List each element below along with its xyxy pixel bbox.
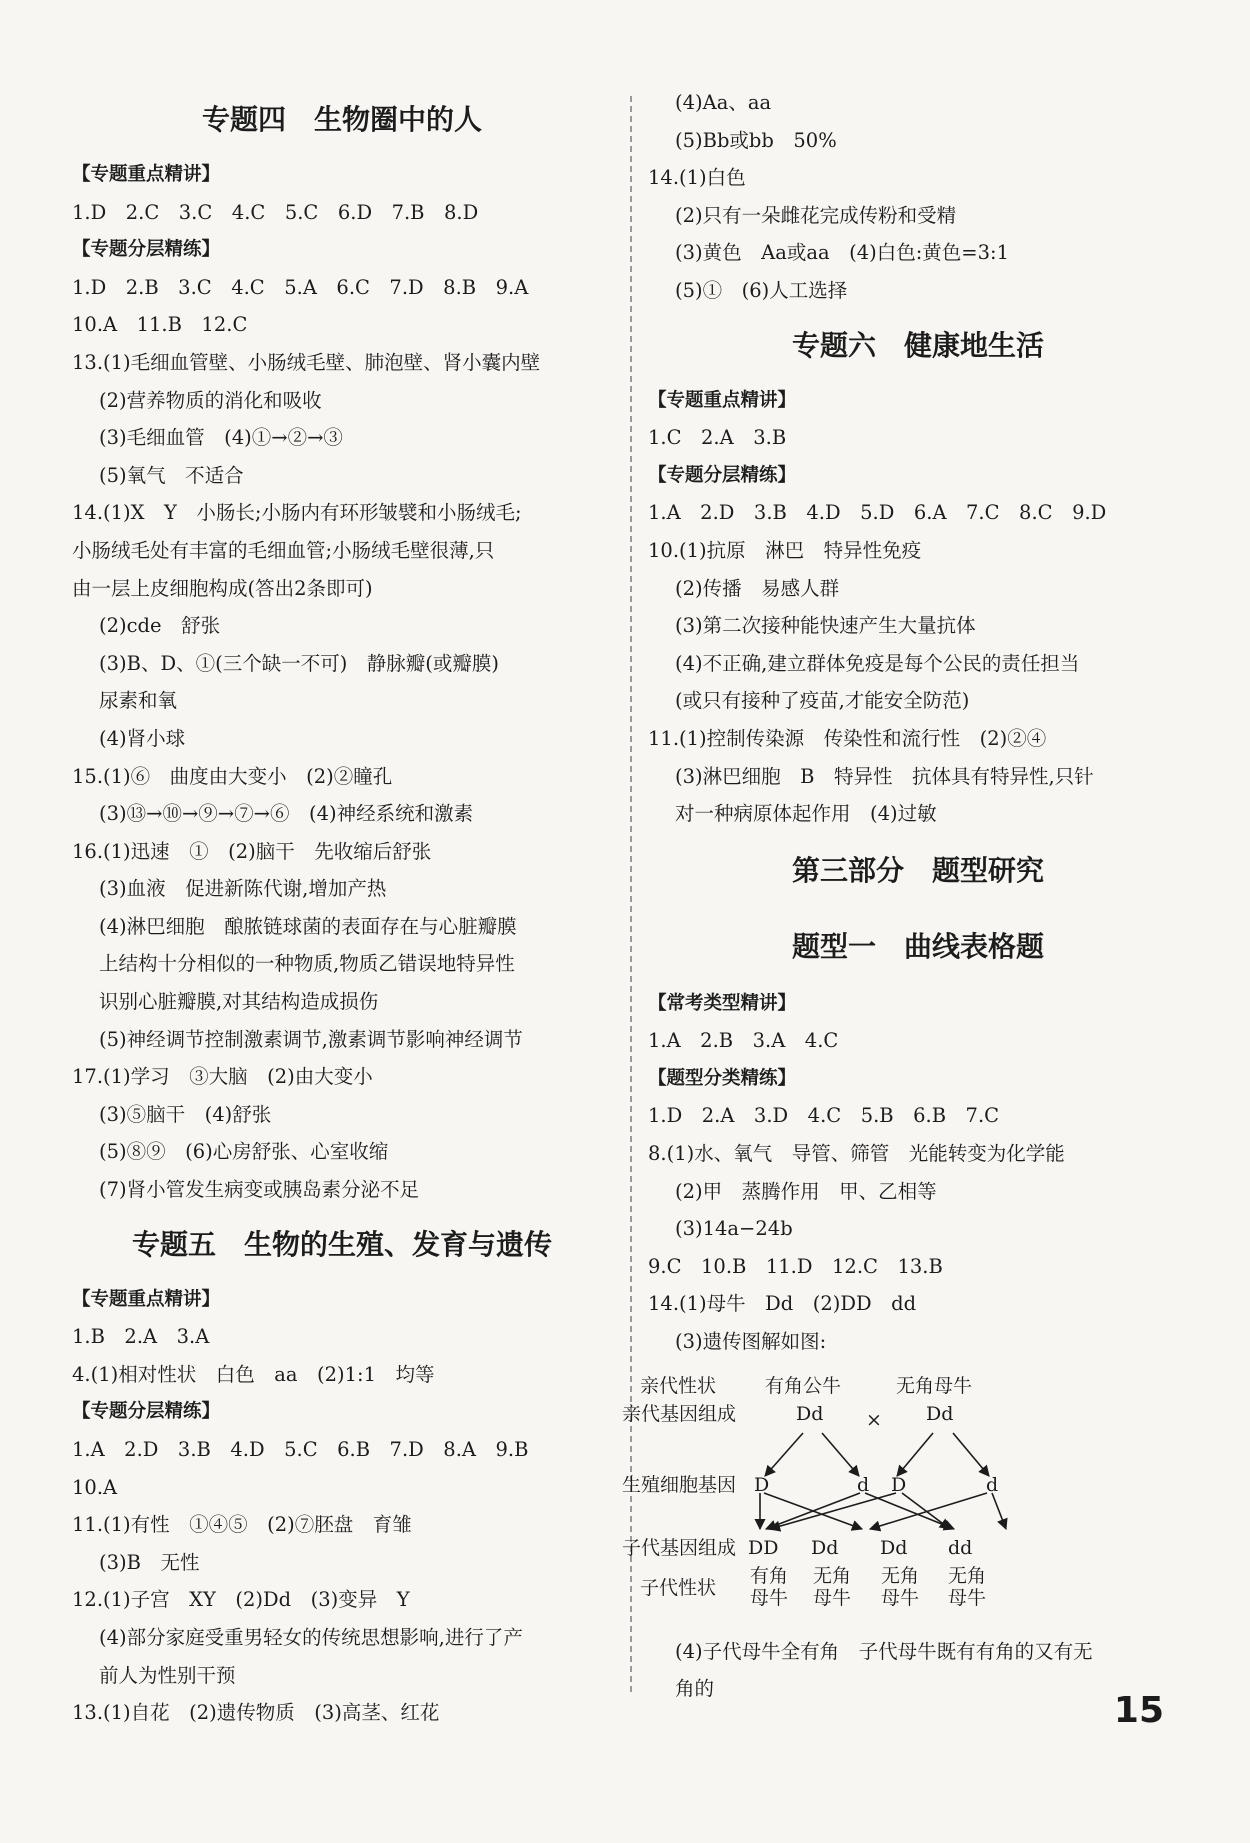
answer-line: 13.(1)毛细血管壁、小肠绒毛壁、肺泡壁、肾小囊内壁	[72, 350, 541, 374]
answer-line: 14.(1)母牛 Dd (2)DD dd	[648, 1292, 917, 1316]
tag-layered-practice: 【专题分层精练】	[648, 464, 797, 486]
parent-genotype-label: 亲代基因组成	[622, 1402, 737, 1425]
offspring-sex: 母牛	[881, 1586, 920, 1609]
answer-line: 1.B 2.A 3.A	[72, 1325, 210, 1349]
section-heading-4: 专题四 生物圈中的人	[201, 103, 482, 136]
gamete-label: 生殖细胞基因	[622, 1473, 737, 1496]
answer-line: (3)⑤脑干 (4)舒张	[99, 1102, 272, 1126]
answer-line: 14.(1)白色	[648, 166, 746, 190]
offspring-trait: 无角	[948, 1564, 987, 1587]
offspring-trait: 有角	[750, 1564, 789, 1587]
offspring-sex: 母牛	[813, 1586, 852, 1609]
answer-line: (5)⑧⑨ (6)心房舒张、心室收缩	[99, 1140, 389, 1164]
answer-line: 10.A 11.B 12.C	[72, 313, 248, 337]
tag-common-types: 【常考类型精讲】	[648, 992, 797, 1014]
father-trait: 有角公牛	[765, 1374, 842, 1397]
answer-line: 上结构十分相似的一种物质,物质乙错误地特异性	[99, 952, 515, 976]
right-column	[622, 84, 1188, 1708]
answer-line: 14.(1)X Y 小肠长;小肠内有环形皱襞和小肠绒毛;	[72, 501, 522, 525]
answer-line: 1.C 2.A 3.B	[648, 426, 787, 450]
answer-line: (5)Bb或bb 50%	[675, 128, 837, 152]
question-type-heading: 题型一 曲线表格题	[791, 929, 1044, 963]
offspring-genotype: Dd	[880, 1536, 908, 1559]
answer-line: (4)部分家庭受重男轻女的传统思想影响,进行了产	[99, 1625, 523, 1649]
answer-line: (2)只有一朵雌花完成传粉和受精	[675, 203, 957, 227]
section-heading-6: 专题六 健康地生活	[791, 328, 1044, 362]
section-heading-5: 专题五 生物的生殖、发育与遗传	[131, 1227, 552, 1261]
offspring-genotype: DD	[748, 1536, 779, 1559]
gamete: d	[857, 1473, 870, 1496]
gamete: D	[754, 1473, 770, 1496]
tag-key-lecture: 【专题重点精讲】	[72, 164, 221, 185]
genetic-cross-diagram	[622, 1361, 1188, 1633]
answer-line: (2)传播 易感人群	[675, 576, 840, 600]
answer-line: 1.A 2.D 3.B 4.D 5.D 6.A 7.C 8.C 9.D	[648, 501, 1107, 525]
offspring-trait: 无角	[881, 1564, 920, 1587]
answer-line: (4)子代母牛全有角 子代母牛既有有角的又有无	[675, 1639, 1093, 1663]
answer-line: (3)毛细血管 (4)①→②→③	[99, 426, 343, 450]
answer-line: 1.A 2.D 3.B 4.D 5.C 6.B 7.D 8.A 9.B	[72, 1438, 529, 1461]
answer-line: 对一种病原体起作用 (4)过敏	[675, 802, 937, 826]
answer-line: 9.C 10.B 11.D 12.C 13.B	[648, 1254, 943, 1278]
answer-line: (5)氧气 不适合	[99, 463, 244, 487]
father-genotype: Dd	[796, 1402, 824, 1425]
answer-line: 1.D 2.C 3.C 4.C 5.C 6.D 7.B 8.D	[72, 200, 479, 224]
offspring-genotype: dd	[948, 1536, 973, 1559]
page-number: 15	[1113, 1690, 1164, 1731]
offspring-sex: 母牛	[948, 1586, 987, 1609]
mother-trait: 无角母牛	[896, 1374, 973, 1397]
answer-line: 尿素和氧	[99, 689, 178, 713]
tag-layered-practice: 【专题分层精练】	[72, 239, 221, 261]
offspring-genotype-label: 子代基因组成	[622, 1536, 737, 1559]
column-divider	[630, 96, 632, 1692]
answer-line: (4)肾小球	[99, 726, 186, 750]
cross-sign: ×	[866, 1408, 882, 1431]
answer-line: (3)遗传图解如图:	[675, 1330, 827, 1354]
answer-line: (2)甲 蒸腾作用 甲、乙相等	[675, 1179, 937, 1203]
answer-line: 1.A 2.B 3.A 4.C	[648, 1029, 839, 1053]
answer-line: (7)肾小管发生病变或胰岛素分泌不足	[99, 1178, 420, 1202]
left-column	[72, 84, 612, 1732]
answer-line: 1.D 2.B 3.C 4.C 5.A 6.C 7.D 8.B 9.A	[72, 275, 529, 299]
answer-line: 11.(1)有性 ①④⑤ (2)⑦胚盘 育雏	[72, 1513, 412, 1537]
answer-line: (4)不正确,建立群体免疫是每个公民的责任担当	[675, 651, 1080, 675]
answer-line: 4.(1)相对性状 白色 aa (2)1:1 均等	[72, 1362, 435, 1386]
answer-line: 角的	[675, 1677, 715, 1701]
answer-line: 15.(1)⑥ 曲度由大变小 (2)②瞳孔	[72, 764, 393, 788]
parent-trait-label: 亲代性状	[640, 1374, 717, 1397]
tag-type-practice: 【题型分类精练】	[648, 1067, 797, 1089]
answer-line: (3)第二次接种能快速产生大量抗体	[675, 614, 976, 638]
answer-line: (2)营养物质的消化和吸收	[99, 388, 322, 412]
answer-line: 10.(1)抗原 淋巴 特异性免疫	[648, 538, 922, 562]
answer-line: (4)淋巴细胞 酿脓链球菌的表面存在与心脏瓣膜	[99, 914, 517, 938]
answer-line: 由一层上皮细胞构成(答出2条即可)	[72, 576, 373, 600]
answer-line: (3)⑬→⑩→⑨→⑦→⑥ (4)神经系统和激素	[99, 802, 474, 826]
answer-line: 13.(1)自花 (2)遗传物质 (3)高茎、红花	[72, 1701, 440, 1725]
part-heading: 第三部分 题型研究	[791, 853, 1044, 887]
answer-line: 前人为性别干预	[99, 1663, 236, 1687]
gamete: D	[891, 1473, 907, 1496]
answer-line: 10.A	[72, 1475, 118, 1499]
tag-layered-practice: 【专题分层精练】	[72, 1401, 221, 1423]
answer-line: 16.(1)迅速 ① (2)脑干 先收缩后舒张	[72, 839, 432, 863]
answer-line: (或只有接种了疫苗,才能安全防范)	[675, 689, 970, 713]
offspring-genotype: Dd	[811, 1536, 839, 1559]
answer-line: (3)B 无性	[99, 1550, 200, 1574]
answer-line: (3)血液 促进新陈代谢,增加产热	[99, 877, 387, 901]
answer-line: (3)淋巴细胞 B 特异性 抗体具有特异性,只针	[675, 764, 1094, 788]
answer-line: 识别心脏瓣膜,对其结构造成损伤	[99, 990, 379, 1014]
answer-line: 17.(1)学习 ③大脑 (2)由大变小	[72, 1065, 373, 1089]
answer-line: 12.(1)子宫 XY (2)Dd (3)变异 Y	[72, 1588, 410, 1612]
answer-line: (3)B、D、①(三个缺一不可) 静脉瓣(或瓣膜)	[99, 651, 500, 675]
tag-key-lecture: 【专题重点精讲】	[72, 1288, 221, 1310]
answer-line: (5)① (6)人工选择	[675, 278, 848, 302]
mother-genotype: Dd	[926, 1402, 954, 1425]
answer-line: (5)神经调节控制激素调节,激素调节影响神经调节	[99, 1027, 523, 1051]
answer-line: 11.(1)控制传染源 传染性和流行性 (2)②④	[648, 726, 1047, 750]
answer-line: 1.D 2.A 3.D 4.C 5.B 6.B 7.C	[648, 1104, 1000, 1128]
answer-line: 8.(1)水、氧气 导管、筛管 光能转变为化学能	[648, 1142, 1065, 1166]
answer-line: (3)14a−24b	[675, 1217, 793, 1241]
offspring-trait: 无角	[813, 1564, 852, 1587]
answer-line: (2)cde 舒张	[99, 614, 221, 638]
tag-key-lecture: 【专题重点精讲】	[648, 389, 797, 411]
offspring-trait-label: 子代性状	[640, 1576, 717, 1599]
answer-line: (3)黄色 Aa或aa (4)白色:黄色=3:1	[675, 241, 1009, 265]
answer-line: 小肠绒毛处有丰富的毛细血管;小肠绒毛壁很薄,只	[72, 538, 495, 562]
offspring-sex: 母牛	[750, 1586, 789, 1609]
gamete: d	[986, 1473, 999, 1496]
answer-line: (4)Aa、aa	[675, 91, 772, 114]
